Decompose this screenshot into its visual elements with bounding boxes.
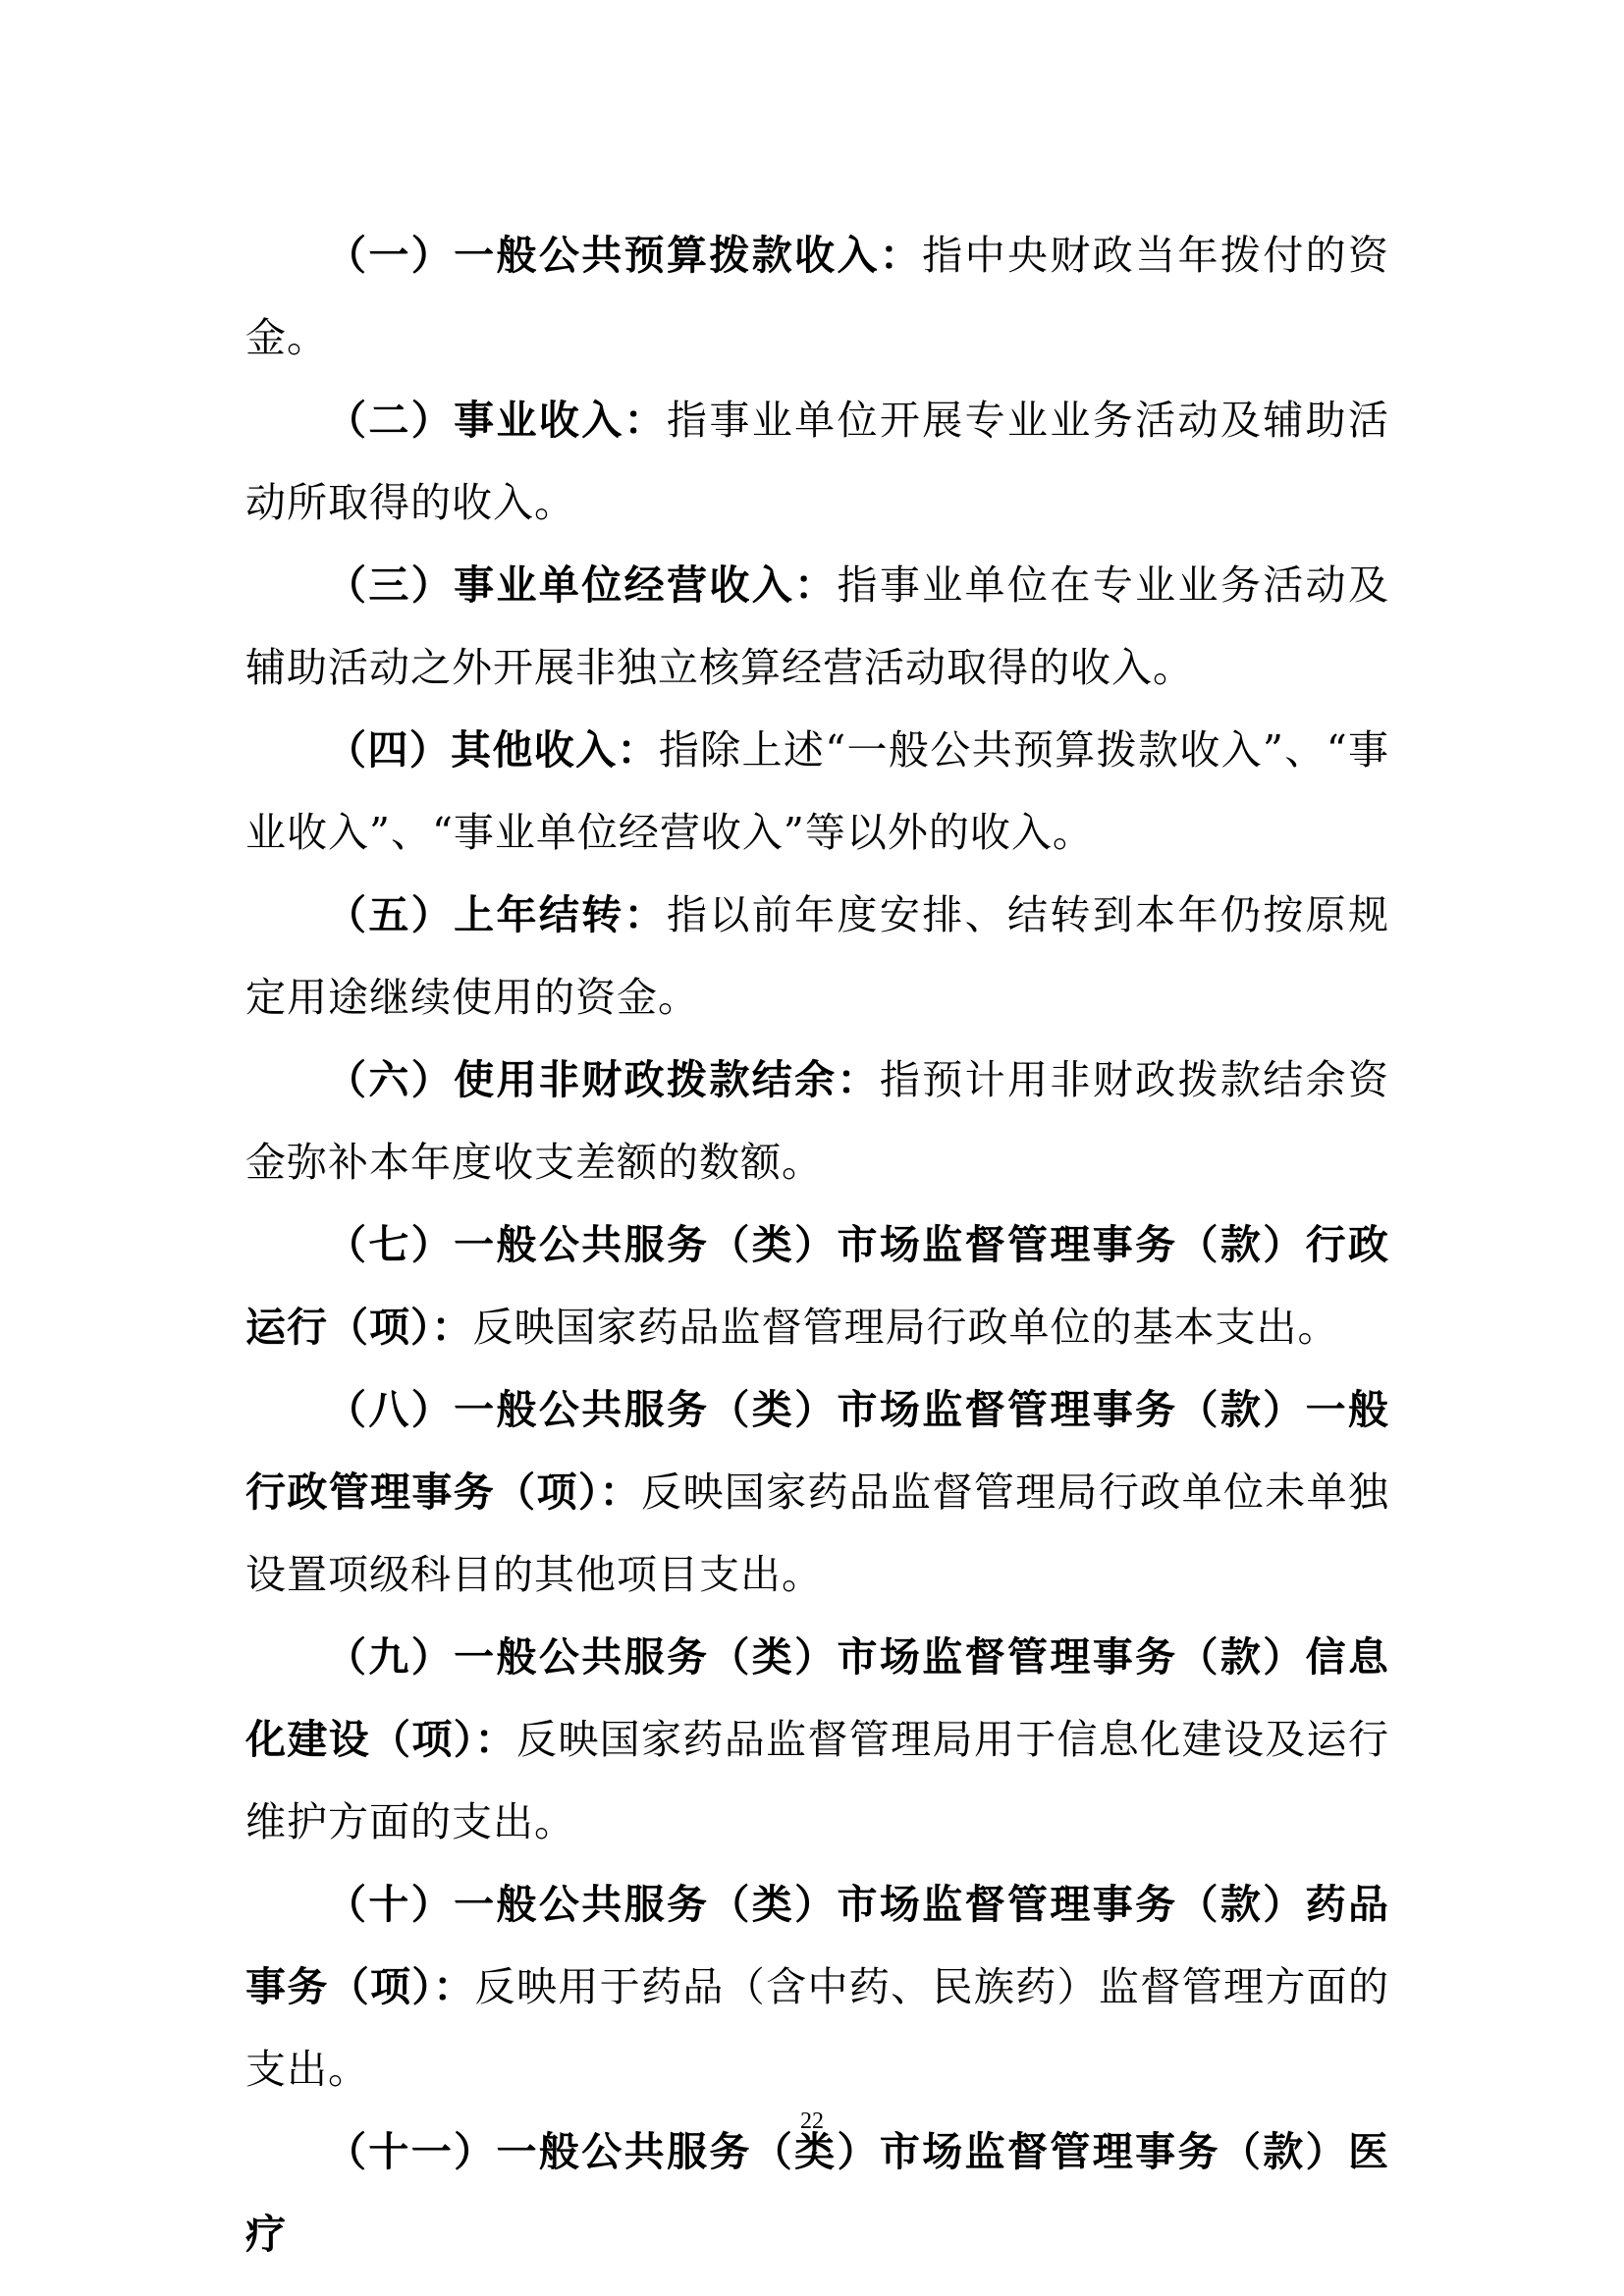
paragraph-5-label: （五）上年结转： (326, 891, 667, 938)
paragraph-7-text: 反映国家药品监督管理局行政单位的基本支出。 (472, 1304, 1339, 1351)
document-body (245, 214, 1389, 2275)
paragraph-11 (245, 2110, 1389, 2275)
paragraph-4-label: （四）其他收入： (326, 726, 659, 774)
paragraph-3-text: 指事业单位在专业业务活动及辅助活动之外开展非独立核算经营活动取得的收入。 (245, 561, 1389, 691)
paragraph-8-text: 反映国家药品监督管理局行政单位未单独设置项级科目的其他项目支出。 (245, 1468, 1390, 1598)
paragraph-1-label: （一）一般公共预算拨款收入： (326, 232, 923, 279)
paragraph-10 (245, 1863, 1389, 2110)
paragraph-10-label: （十）一般公共服务（类）市场监督管理事务（款）药品事务（项）： (245, 1881, 1389, 2010)
paragraph-7-label: （七）一般公共服务（类）市场监督管理事务（款）行政运行（项）： (245, 1221, 1389, 1351)
paragraph-3 (245, 544, 1389, 709)
paragraph-8-label: （八）一般公共服务（类）市场监督管理事务（款）一般行政管理事务（项）： (245, 1386, 1389, 1516)
paragraph-1 (245, 214, 1389, 379)
paragraph-11-label: （十一）一般公共服务（类）市场监督管理事务（款）医疗 (245, 2128, 1389, 2258)
paragraph-2 (245, 379, 1389, 544)
paragraph-7 (245, 1203, 1389, 1368)
paragraph-4 (245, 709, 1389, 874)
paragraph-2-text: 指事业单位开展专业业务活动及辅助活动所取得的收入。 (245, 397, 1389, 526)
paragraph-9 (245, 1616, 1389, 1863)
paragraph-6-text: 指预计用非财政拨款结余资金弥补本年度收支差额的数额。 (245, 1056, 1389, 1186)
paragraph-8 (245, 1368, 1389, 1616)
paragraph-5-text: 指以前年度安排、结转到本年仍按原规定用途继续使用的资金。 (245, 891, 1389, 1021)
paragraph-3-label: （三）事业单位经营收入： (326, 561, 838, 609)
paragraph-9-text: 反映国家药品监督管理局用于信息化建设及运行维护方面的支出。 (245, 1716, 1390, 1845)
paragraph-5 (245, 874, 1389, 1039)
page-number: 22 (800, 2109, 824, 2134)
paragraph-10-text: 反映用于药品（含中药、民族药）监督管理方面的支出。 (245, 1963, 1390, 2093)
paragraph-2-label: （二）事业收入： (326, 397, 667, 444)
paragraph-6 (245, 1039, 1389, 1203)
paragraph-1-text: 指中央财政当年拨付的资金。 (245, 232, 1389, 361)
paragraph-6-label: （六）使用非财政拨款结余： (326, 1056, 880, 1103)
paragraph-4-text: 指除上述“一般公共预算拨款收入”、“事业收入”、“事业单位经营收入”等以外的收入。 (245, 726, 1389, 856)
paragraph-9-label: （九）一般公共服务（类）市场监督管理事务（款）信息化建设（项）： (245, 1633, 1389, 1763)
